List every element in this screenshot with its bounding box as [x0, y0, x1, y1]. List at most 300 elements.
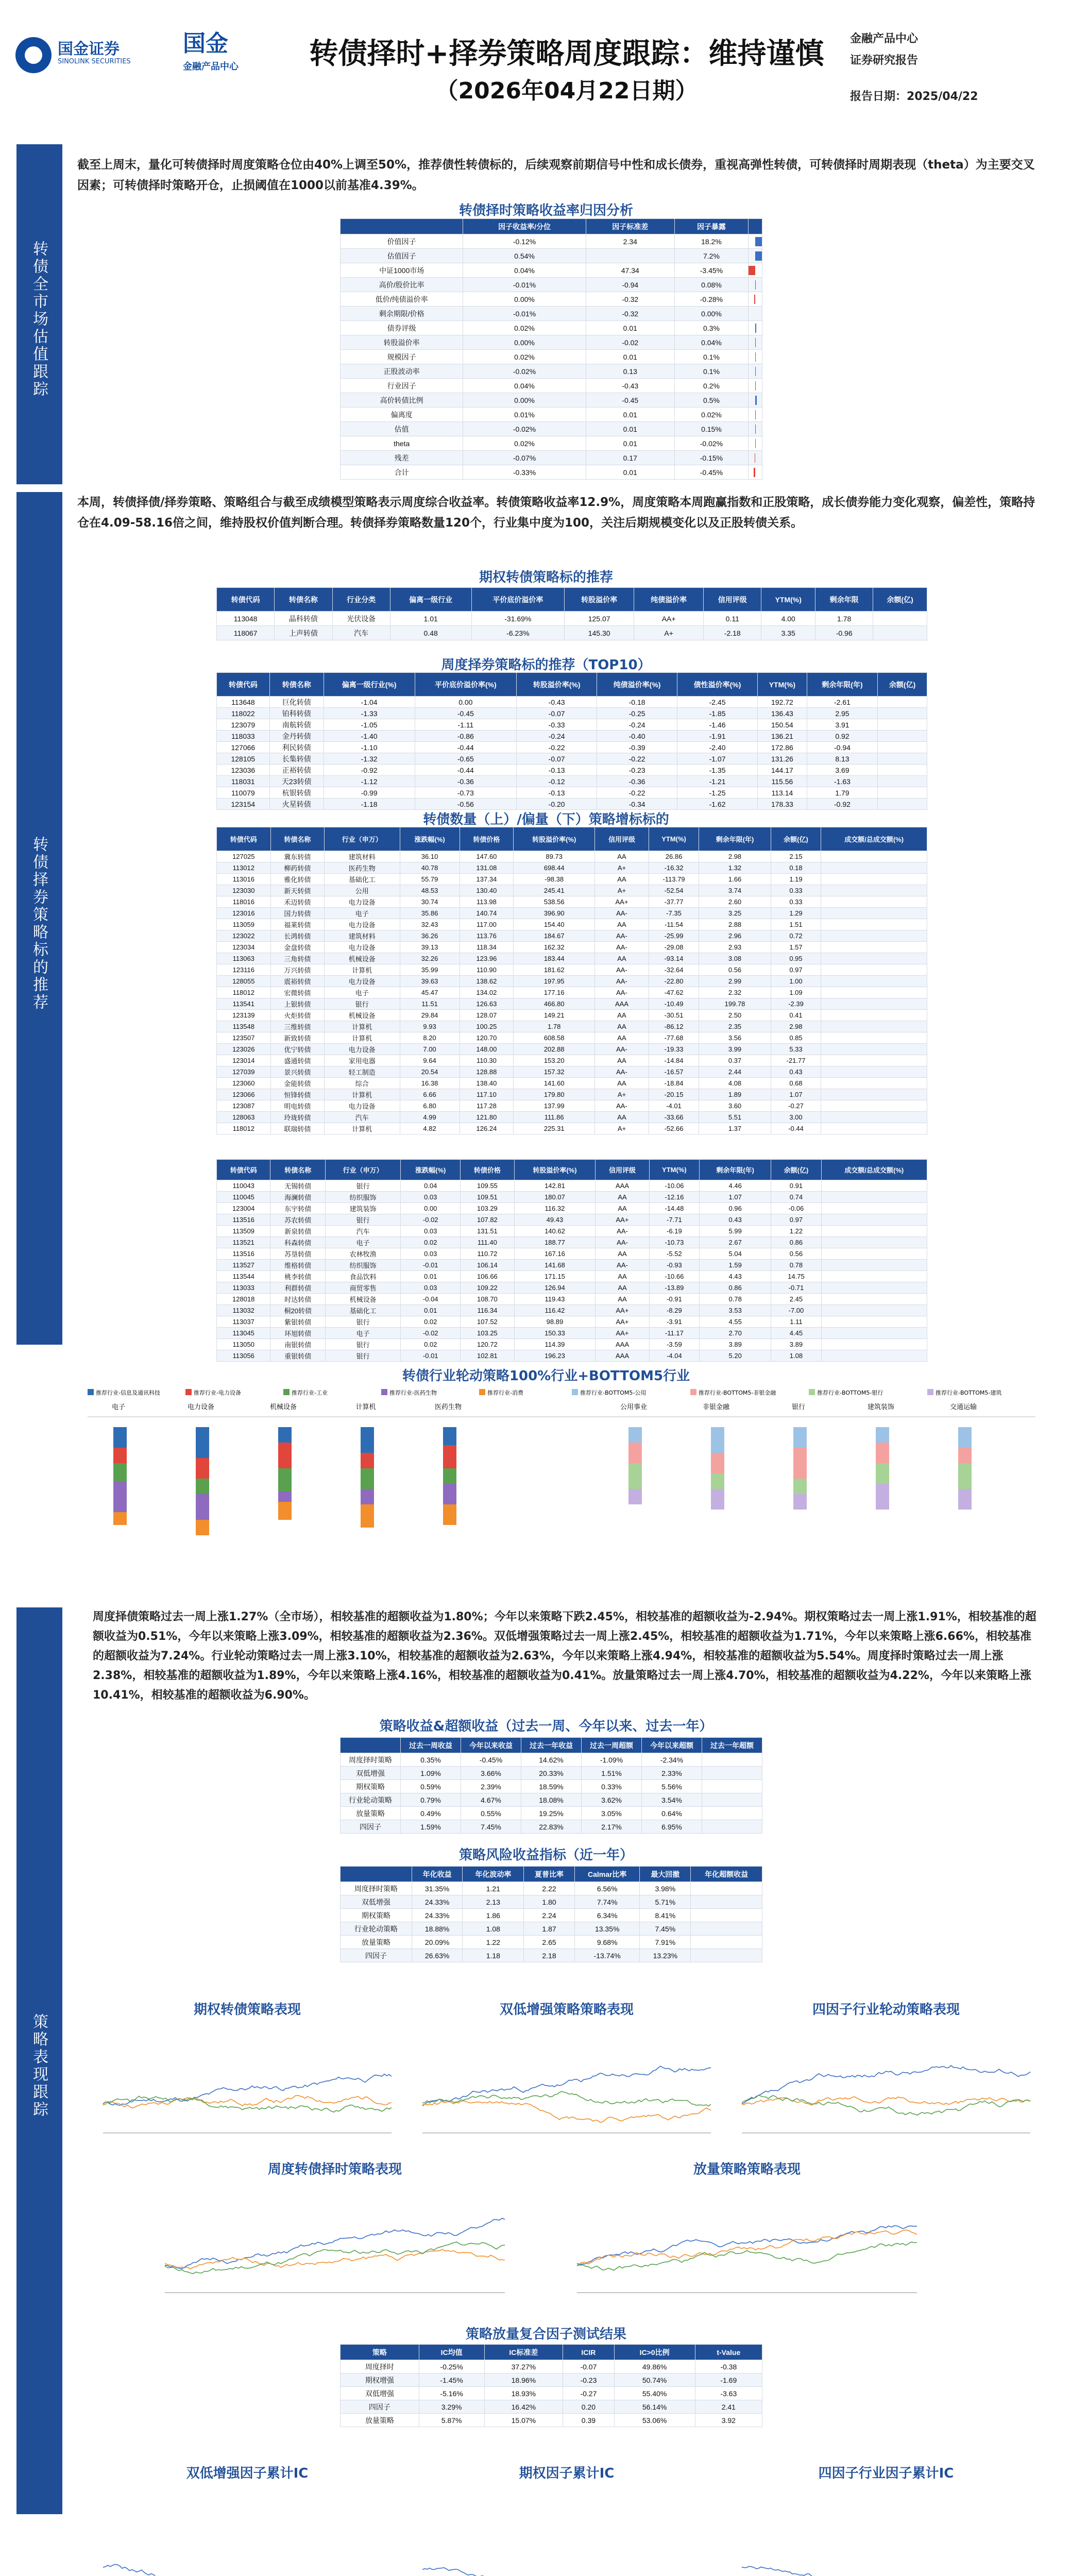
top-cell: 1.78 — [514, 1021, 595, 1032]
top-cell: 2.96 — [699, 930, 771, 942]
top-cell: -4.01 — [649, 1100, 699, 1112]
table-row — [341, 350, 762, 364]
top-cell: 538.56 — [514, 896, 595, 908]
top-cell: -14.84 — [649, 1055, 699, 1066]
bottom-cell: -0.71 — [771, 1282, 821, 1294]
top-cell: -77.68 — [649, 1032, 699, 1044]
rec2-cell: -0.23 — [597, 765, 677, 776]
rec2-header-cell: 转股溢价率(%) — [517, 673, 597, 697]
top-table-title: 转债数量（上）/偏量（下）策略增标标的 — [423, 812, 669, 827]
top-bottom-table — [216, 827, 927, 1134]
market-cell: 0.04% — [463, 379, 586, 393]
bottom-header-cell: 信用评级 — [596, 1160, 649, 1180]
top-cell: 2.93 — [699, 942, 771, 953]
market-cell — [749, 292, 762, 307]
fact-cell: 3.29% — [419, 2400, 484, 2414]
bottom-cell: 桃李转债 — [270, 1271, 326, 1282]
logo-en: SINOLINK SECURITIES — [58, 58, 131, 65]
top-cell: 127039 — [217, 1066, 271, 1078]
market-cell — [749, 350, 762, 364]
bottom-cell: 4.55 — [700, 1316, 771, 1328]
rec1-cell: 113048 — [217, 612, 275, 626]
top-cell — [821, 885, 927, 896]
top-cell — [821, 908, 927, 919]
bottom-cell: 0.00 — [401, 1203, 461, 1214]
market-cell: -0.01% — [463, 307, 586, 321]
table-row — [341, 1793, 762, 1807]
top-cell: 9.64 — [400, 1055, 460, 1066]
bottom-cell: 109.55 — [461, 1180, 514, 1192]
top-cell: 万兴转债 — [270, 964, 325, 976]
top-cell: 35.99 — [400, 964, 460, 976]
rec2-cell — [878, 697, 927, 708]
fact-cell: 放量策略 — [341, 2414, 419, 2427]
top-cell: 111.86 — [514, 1112, 595, 1123]
market-cell: 价值因子 — [341, 234, 463, 249]
exposure-bar — [755, 396, 757, 405]
top-cell: 电力设备 — [325, 896, 400, 908]
ret-cell: 1.09% — [401, 1767, 461, 1780]
rec2-cell: -0.94 — [807, 742, 877, 753]
industry-bar — [628, 1427, 642, 1443]
section-divider — [61, 144, 62, 484]
table-row — [217, 719, 927, 731]
market-cell: 0.1% — [674, 364, 748, 379]
bottom-cell: 128018 — [217, 1294, 270, 1305]
bottom-cell: 食品饮料 — [326, 1271, 401, 1282]
market-cell: 0.02% — [674, 408, 748, 422]
rec2-cell: -0.43 — [517, 697, 597, 708]
ret-cell: 0.33% — [582, 1780, 642, 1793]
rec2-cell: -0.73 — [415, 787, 517, 799]
rec2-cell: -1.04 — [324, 697, 415, 708]
table-row — [341, 1949, 762, 1962]
bottom-cell — [821, 1305, 927, 1316]
ret-cell: -1.09% — [582, 1753, 642, 1767]
top-cell: 7.00 — [400, 1044, 460, 1055]
table-row — [217, 862, 927, 874]
industry-bar — [361, 1489, 374, 1504]
industry-bar — [361, 1468, 374, 1489]
top-cell: 4.08 — [699, 1078, 771, 1089]
top-cell: AA+ — [595, 896, 649, 908]
top-cell — [821, 1066, 927, 1078]
table-row — [217, 1021, 927, 1032]
rec1-header-cell: 转股溢价率 — [565, 588, 634, 612]
market-cell — [749, 321, 762, 335]
rec2-cell: -0.36 — [415, 776, 517, 787]
table-row — [217, 1078, 927, 1089]
rec2-cell: 123154 — [217, 799, 270, 810]
bottom-cell: -7.00 — [771, 1305, 821, 1316]
rec2-cell: -1.63 — [807, 776, 877, 787]
bottom-cell: 汽车 — [326, 1226, 401, 1237]
perf-chart-3 — [732, 1999, 1041, 2148]
risk-cell — [691, 1895, 762, 1909]
table-row — [217, 753, 927, 765]
top-header-cell: 转股溢价率(%) — [514, 827, 595, 851]
bottom-cell: 109.22 — [461, 1282, 514, 1294]
top-cell: 2.88 — [699, 919, 771, 930]
top-cell: 国力转债 — [270, 908, 325, 919]
risk-cell: 13.35% — [574, 1922, 640, 1936]
header-dept: 金融产品中心 — [850, 32, 919, 45]
bottom-cell: 113056 — [217, 1350, 270, 1362]
chart-title: 周度转债择时策略表现 — [267, 2162, 402, 2177]
table-row — [217, 1316, 927, 1328]
top-cell: AA — [595, 1010, 649, 1021]
fact-header-cell: IC均值 — [419, 2345, 484, 2360]
page-title: 转债择时+择券策略周度跟踪：维持谨慎 — [309, 37, 824, 71]
top-cell: 1.29 — [771, 908, 821, 919]
rec2-cell — [878, 787, 927, 799]
exposure-bar — [755, 324, 756, 333]
rec2-cell: 178.33 — [758, 799, 807, 810]
bottom-cell: 科森转债 — [270, 1237, 326, 1248]
top-cell: 1.32 — [699, 862, 771, 874]
top-cell: -47.62 — [649, 987, 699, 998]
series-line — [422, 2066, 711, 2106]
top-cell: 2.99 — [699, 976, 771, 987]
fact-cell: 53.06% — [614, 2414, 695, 2427]
table-row — [217, 1328, 927, 1339]
industry-bar — [958, 1427, 972, 1448]
bottom-cell: 紫银转债 — [270, 1316, 326, 1328]
bottom-cell: 107.52 — [461, 1316, 514, 1328]
ret-header-cell: 今年以来超额 — [642, 1738, 702, 1753]
market-cell: 18.2% — [674, 234, 748, 249]
section-label-performance — [16, 1607, 61, 2514]
bottom-cell: 0.03 — [401, 1282, 461, 1294]
top-cell: 3.08 — [699, 953, 771, 964]
risk-header-cell: 年化超额收益 — [691, 1867, 762, 1882]
bottom-cell: -3.91 — [649, 1316, 699, 1328]
top-cell — [821, 1078, 927, 1089]
rec2-cell — [878, 753, 927, 765]
top-cell: AA- — [595, 964, 649, 976]
rec2-cell: -1.21 — [677, 776, 758, 787]
market-cell — [749, 393, 762, 408]
industry-bar — [958, 1463, 972, 1489]
table-row — [217, 742, 927, 753]
ret-header-cell — [341, 1738, 401, 1753]
perf-chart-1 — [93, 1999, 402, 2148]
risk-cell — [691, 1922, 762, 1936]
chart-title: 期权转债策略表现 — [193, 2002, 301, 2018]
rec2-cell: -1.33 — [324, 708, 415, 719]
rec2-cell: -0.92 — [324, 765, 415, 776]
top-cell: 金能转债 — [270, 1078, 325, 1089]
top-cell: 117.00 — [460, 919, 514, 930]
top-cell: 184.67 — [514, 930, 595, 942]
top-header-cell: YTM(%) — [649, 827, 699, 851]
perf-chart-3-svg — [732, 2020, 1041, 2148]
rec1-cell: 118067 — [217, 626, 275, 640]
rec2-cell: -0.36 — [597, 776, 677, 787]
bottom-cell: 0.96 — [700, 1203, 771, 1214]
top-cell: AA — [595, 1055, 649, 1066]
market-cell: 0.04% — [463, 263, 586, 278]
group-label: 非银金融 — [702, 1403, 730, 1411]
rec2-header-cell: 转债名称 — [269, 673, 324, 697]
industry-bar — [711, 1427, 724, 1453]
top-cell: -22.80 — [649, 976, 699, 987]
bottom-cell: AAA — [596, 1339, 649, 1350]
rec2-cell: -0.07 — [517, 753, 597, 765]
top-cell: AA — [595, 953, 649, 964]
rec2-cell: 金丹转债 — [269, 731, 324, 742]
top-cell — [821, 919, 927, 930]
table-row — [341, 335, 762, 350]
bottom-cell: -0.02 — [401, 1214, 461, 1226]
fact-cell: 0.20 — [563, 2400, 614, 2414]
exposure-bar — [755, 381, 756, 391]
ret-cell: 14.62% — [521, 1753, 582, 1767]
bottom-cell: 108.70 — [461, 1294, 514, 1305]
top-cell: 建筑材料 — [325, 930, 400, 942]
table-row — [341, 249, 762, 263]
ret-cell: 3.62% — [582, 1793, 642, 1807]
market-cell: 0.02% — [463, 350, 586, 364]
top-cell: 1.07 — [771, 1089, 821, 1100]
rec2-header-cell: 剩余年限(年) — [807, 673, 877, 697]
table-row — [217, 1010, 927, 1021]
ret-cell: 1.51% — [582, 1767, 642, 1780]
report-header — [0, 0, 1071, 134]
legend-item: 推荐行业-消费 — [487, 1389, 523, 1396]
market-cell — [749, 364, 762, 379]
group-label: 医药生物 — [434, 1403, 462, 1411]
bottom-cell: 1.11 — [771, 1316, 821, 1328]
table-row — [217, 765, 927, 776]
market-cell — [749, 263, 762, 278]
legend-swatch — [283, 1389, 290, 1395]
ic-chart-3-svg — [732, 2483, 1041, 2576]
rec2-cell: 136.21 — [758, 731, 807, 742]
market-cell: 转股溢价率 — [341, 335, 463, 350]
risk-cell: 6.34% — [574, 1909, 640, 1922]
legend-swatch — [479, 1389, 485, 1395]
table-row — [341, 2400, 762, 2414]
top-cell: 2.98 — [771, 1021, 821, 1032]
rec2-cell: 123079 — [217, 719, 270, 731]
rec2-cell: 172.86 — [758, 742, 807, 753]
table-row — [341, 278, 762, 292]
risk-cell — [691, 1882, 762, 1895]
rec2-cell: 杭银转债 — [269, 787, 324, 799]
rec2-cell: 南航转债 — [269, 719, 324, 731]
bottom-cell: 维格转债 — [270, 1260, 326, 1271]
dept-logo-top: 国金 — [183, 30, 228, 57]
table-row — [217, 1112, 927, 1123]
ret-cell: -2.34% — [642, 1753, 702, 1767]
market-cell: 估值 — [341, 422, 463, 436]
rec2-cell: -1.91 — [677, 731, 758, 742]
bottom-cell: 0.78 — [771, 1260, 821, 1271]
bottom-cell: 利群转债 — [270, 1282, 326, 1294]
market-cell — [749, 408, 762, 422]
risk-cell: 26.63% — [412, 1949, 463, 1962]
rec2-cell — [878, 765, 927, 776]
bottom-cell: 0.91 — [771, 1180, 821, 1192]
top-cell: 0.41 — [771, 1010, 821, 1021]
ret-cell — [702, 1807, 762, 1820]
rec2-cell: 火星转债 — [269, 799, 324, 810]
bottom-cell: 113527 — [217, 1260, 270, 1271]
top-cell: 123016 — [217, 908, 271, 919]
top-cell: 113012 — [217, 862, 271, 874]
table-row — [217, 799, 927, 810]
top-cell: 147.60 — [460, 851, 514, 862]
perf-chart-5-svg — [567, 2179, 927, 2308]
rec1-cell: 3.35 — [761, 626, 815, 640]
top-cell: 金盘转债 — [270, 942, 325, 953]
rec1-cell — [873, 626, 927, 640]
bottom-cell: AA- — [596, 1237, 649, 1248]
top-cell: 16.38 — [400, 1078, 460, 1089]
rec2-cell: 0.00 — [415, 697, 517, 708]
bottom-cell: 1.08 — [771, 1350, 821, 1362]
rec2-cell: 118031 — [217, 776, 270, 787]
risk-header-cell — [341, 1867, 412, 1882]
bottom-cell: 107.82 — [461, 1214, 514, 1226]
rec1-header-cell: 剩余年限 — [815, 588, 873, 612]
section-divider — [61, 1607, 62, 2514]
fact-cell: 期权增强 — [341, 2374, 419, 2387]
risk-table — [340, 1866, 762, 1962]
bottom-cell: 5.20 — [700, 1350, 771, 1362]
top-cell: 家用电器 — [325, 1055, 400, 1066]
top-cell: AA- — [595, 930, 649, 942]
section-divider — [61, 492, 62, 1345]
rec2-cell: -1.62 — [677, 799, 758, 810]
table-row — [217, 1032, 927, 1044]
top-header-cell: 余额(亿) — [771, 827, 821, 851]
table-row — [341, 1753, 762, 1767]
top-cell: 123507 — [217, 1032, 271, 1044]
industry-bar — [443, 1484, 456, 1504]
return-table — [340, 1737, 762, 1834]
industry-bar — [628, 1443, 642, 1463]
table-row — [341, 2360, 762, 2374]
top-cell — [821, 896, 927, 908]
rec2-cell: -1.35 — [677, 765, 758, 776]
top-cell: 4.82 — [400, 1123, 460, 1134]
table-row — [341, 1882, 762, 1895]
ic-chart-1-svg — [93, 2483, 402, 2576]
market-cell: -0.33% — [463, 465, 586, 480]
legend-item: 推荐行业-信息及通讯科技 — [96, 1389, 160, 1396]
market-cell: 0.2% — [674, 379, 748, 393]
legend-item: 推荐行业-BOTTOM5-建筑 — [936, 1389, 1002, 1396]
bottom-cell: 98.89 — [514, 1316, 596, 1328]
bottom-cell: 0.56 — [771, 1248, 821, 1260]
industry-bar — [361, 1453, 374, 1468]
table-row — [217, 1271, 927, 1282]
bottom-cell: 126.94 — [514, 1282, 596, 1294]
rec1-cell: -0.96 — [815, 626, 873, 640]
top-cell: A+ — [595, 1123, 649, 1134]
bottom-cell: 环旭转债 — [270, 1328, 326, 1339]
rec2-cell: -0.18 — [597, 697, 677, 708]
top-cell: 199.78 — [699, 998, 771, 1010]
header-type: 证券研究报告 — [850, 54, 919, 67]
bottom-header-cell: 转债价格 — [461, 1160, 514, 1180]
top-cell — [821, 1123, 927, 1134]
market-cell: -0.02% — [674, 436, 748, 451]
top-cell: 明电转债 — [270, 1100, 325, 1112]
top-cell: 2.98 — [699, 851, 771, 862]
bottom-header-cell: 转股溢价率(%) — [514, 1160, 596, 1180]
table-row — [217, 612, 927, 626]
market-cell: 0.1% — [674, 350, 748, 364]
bottom-cell: 0.02 — [401, 1339, 461, 1350]
fact-cell: -5.16% — [419, 2387, 484, 2400]
industry-bar — [628, 1489, 642, 1504]
risk-cell: 9.68% — [574, 1936, 640, 1949]
top-cell: 宏微转债 — [270, 987, 325, 998]
legend-swatch — [572, 1389, 578, 1395]
ret-cell: 4.67% — [461, 1793, 521, 1807]
series-line — [742, 2097, 1030, 2106]
market-cell: -0.15% — [674, 451, 748, 465]
market-cell: 0.02% — [463, 321, 586, 335]
bottom-header-cell: 转债名称 — [270, 1160, 326, 1180]
risk-table-title: 策略风险收益指标（近一年） — [458, 1848, 633, 1863]
top-cell: 128.88 — [460, 1066, 514, 1078]
dept-logo-bottom: 金融产品中心 — [183, 61, 239, 72]
ret-cell: 3.66% — [461, 1767, 521, 1780]
market-cell: 0.01 — [586, 321, 674, 335]
market-cell: 0.15% — [674, 422, 748, 436]
top-cell: 123022 — [217, 930, 271, 942]
rec2-cell: -0.44 — [415, 765, 517, 776]
top-cell: 30.74 — [400, 896, 460, 908]
exposure-bar — [755, 425, 756, 434]
top-cell: 机械设备 — [325, 953, 400, 964]
top-cell: 118.34 — [460, 942, 514, 953]
group-label: 公用事业 — [620, 1403, 648, 1411]
bottom-cell: 东宇转债 — [270, 1203, 326, 1214]
bottom-cell: 银行 — [326, 1339, 401, 1350]
top-cell: 131.08 — [460, 862, 514, 874]
industry-bar — [711, 1489, 724, 1510]
bottom-cell: 无锡转债 — [270, 1180, 326, 1192]
bottom-cell: 113516 — [217, 1214, 270, 1226]
fact-cell: 50.74% — [614, 2374, 695, 2387]
table-row — [341, 1895, 762, 1909]
market-cell — [749, 234, 762, 249]
rec2-cell: -1.12 — [324, 776, 415, 787]
industry-bar — [361, 1504, 374, 1528]
rec2-cell: 巨化转债 — [269, 697, 324, 708]
top-header-cell: 转债代码 — [217, 827, 271, 851]
top-cell: -86.12 — [649, 1021, 699, 1032]
market-cell: 0.01% — [463, 408, 586, 422]
risk-cell: 四因子 — [341, 1949, 412, 1962]
rec2-cell: 长集转债 — [269, 753, 324, 765]
bottom-cell — [821, 1226, 927, 1237]
top-cell: 202.88 — [514, 1044, 595, 1055]
bottom-cell: 0.03 — [401, 1192, 461, 1203]
rec-table1-title: 期权转债策略标的推荐 — [479, 570, 613, 585]
table-row — [217, 1294, 927, 1305]
top-cell — [821, 987, 927, 998]
top-cell: 121.80 — [460, 1112, 514, 1123]
ret-cell — [702, 1753, 762, 1767]
top-cell: 162.32 — [514, 942, 595, 953]
company-logo — [15, 31, 201, 82]
